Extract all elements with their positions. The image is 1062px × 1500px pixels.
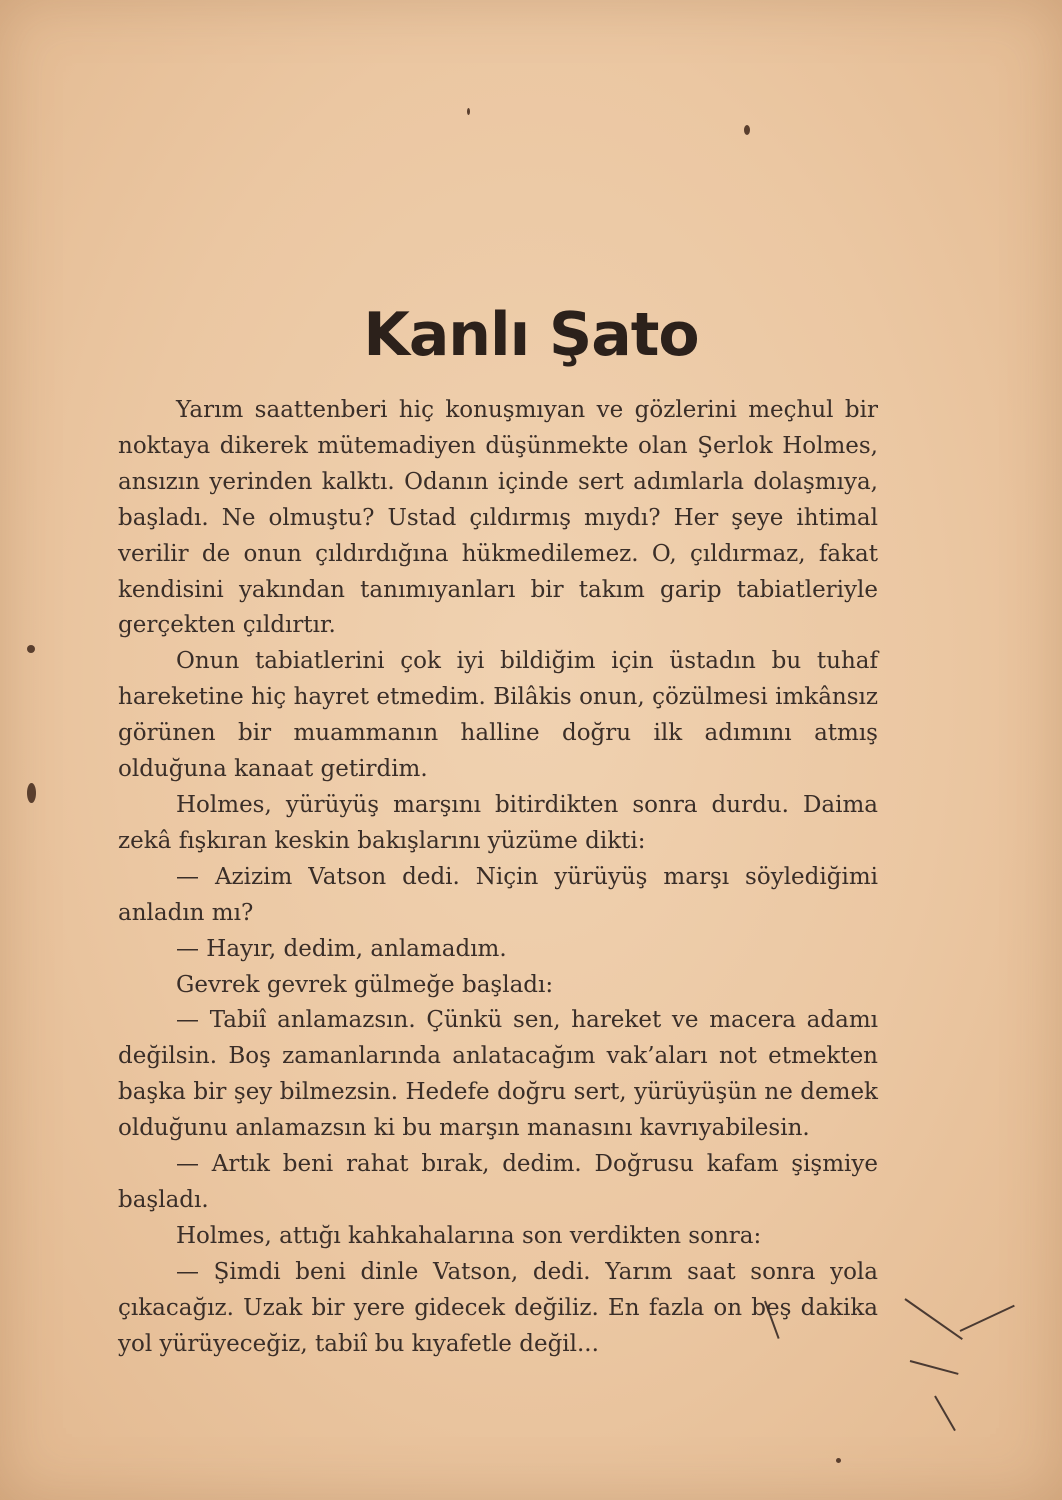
- ink-speck: [836, 1458, 841, 1463]
- pencil-mark: [934, 1396, 956, 1432]
- ink-speck: [467, 108, 470, 115]
- paragraph: Holmes, yürüyüş marşını bitirdikten sonra durdu. Daima zekâ fışkıran keskin bakışlarını yüzüme dikti:: [118, 791, 878, 854]
- paragraph: — Azizim Vatson dedi. Niçin yürüyüş marşı söylediğimi anladın mı?: [118, 863, 878, 926]
- ink-speck: [27, 645, 35, 653]
- paragraph: Gevrek gevrek gülmeğe başladı:: [176, 971, 554, 998]
- paragraph: Holmes, attığı kahkahalarına son verdikten sonra:: [176, 1222, 762, 1249]
- chapter-body: [118, 393, 878, 1362]
- pencil-mark: [910, 1360, 959, 1375]
- pencil-mark: [904, 1298, 962, 1340]
- paragraph: — Hayır, dedim, anlamadım.: [176, 935, 507, 962]
- chapter-title: Kanlı Şato: [363, 300, 699, 370]
- paragraph: Yarım saattenberi hiç konuşmıyan ve gözlerini meçhul bir noktaya dikerek mütemadiyen düşünmekte olan Şerlok Holmes, ansızın yerinden kalktı. Odanın içinde sert adımlarla dolaşmıya, başladı. Ne olmuştu? Ustad çıldırmış mıydı? Her şeye ihtimal verilir de onun çıldırdığına hükmedilemez. O, çıldırmaz, fakat kendisini yakından tanımıyanları bir takım garip tabiatleriyle gerçekten çıldırtır.: [118, 397, 878, 639]
- paragraph: — Artık beni rahat bırak, dedim. Doğrusu kafam şişmiye başladı.: [118, 1151, 878, 1213]
- paragraph: Onun tabiatlerini çok iyi bildiğim için üstadın bu tuhaf hareketine hiç hayret etmedim. Bilâkis onun, çözülmesi imkânsız görünen bir muammanın halline doğru ilk adımını atmış olduğuna kanaat getirdim.: [118, 648, 878, 783]
- paragraph: — Şimdi beni dinle Vatson, dedi. Yarım saat sonra yola çıkacağız. Uzak bir yere gidecek değiliz. En fazla on beş dakika yol yürüyeceğiz, tabiî bu kıyafetle değil...: [118, 1258, 878, 1357]
- paragraph: — Tabiî anlamazsın. Çünkü sen, hareket ve macera adamı değilsin. Boş zamanlarında anlatacağım vak’aları not etmekten başka bir şey bilmezsin. Hedefe doğru sert, yürüyüşün ne demek olduğunu anlamazsın ki bu marşın manasını kavrıyabilesin.: [118, 1007, 878, 1142]
- ink-speck: [744, 125, 750, 135]
- pencil-mark: [960, 1305, 1015, 1332]
- ink-speck: [27, 783, 36, 803]
